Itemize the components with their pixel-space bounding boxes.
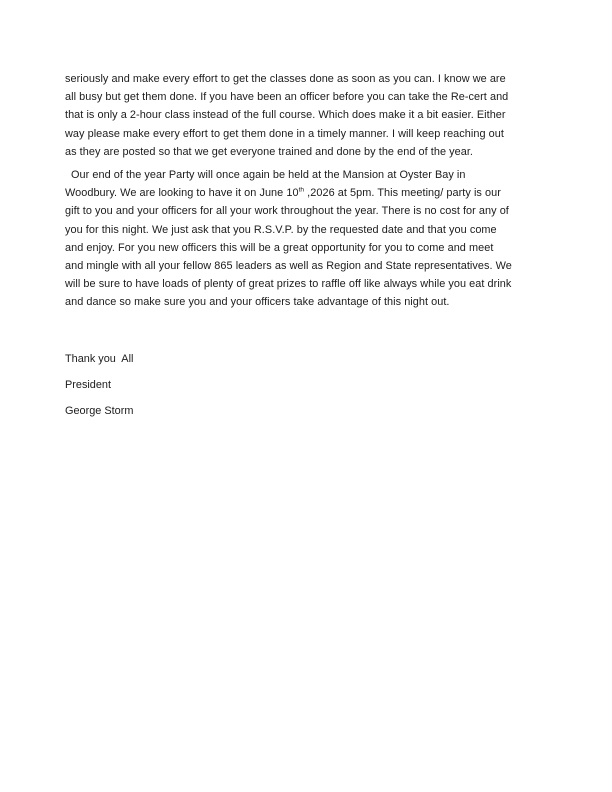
text-line: gift to you and your officers for all your work throughout the year. There is no cost for any of [65,205,509,218]
closing-text: Thank you All [65,352,134,365]
paragraph-party [65,166,545,312]
text-line: seriously and make every effort to get the classes done as soon as you can. I know we are [65,73,506,85]
text-line: all busy but get them done. If you have been an officer before you can take the Re-cert and [65,91,509,104]
letter-body [65,70,545,428]
signature-block [65,350,545,428]
text-line-date [65,184,545,202]
signer-title: President [65,378,112,391]
ordinal-suffix: th [298,186,305,194]
paragraph-training [65,70,545,161]
text-line: as they are posted so that we get everyone trained and done by the end of the year. [65,145,473,158]
date-text: Woodbury. We are looking to have it on June 10 [65,187,299,200]
text-line: way please make every effort to get them done in a timely manner. I will keep reaching out [65,127,504,140]
text-line: Our end of the year Party will once again be held at the Mansion at Oyster Bay in [71,169,466,182]
signer-name: George Storm [65,404,134,417]
text-line: will be sure to have loads of plenty of great prizes to raffle off like always while you eat drink [65,278,512,291]
text-line: that is only a 2-hour class instead of the full course. Which does make it a bit easier. Either [65,109,506,122]
text-line: you for this night. We just ask that you R.S.V.P. by the requested date and that you come [65,223,497,236]
time-text: ,2026 at 5pm. This meeting/ party is our [304,187,501,200]
text-line: and mingle with all your fellow 865 leaders as well as Region and State representatives. We [65,260,512,273]
text-line: and dance so make sure you and your officers take advantage of this night out. [65,296,450,309]
text-line: and enjoy. For you new officers this will be a great opportunity for you to come and meet [65,241,494,254]
